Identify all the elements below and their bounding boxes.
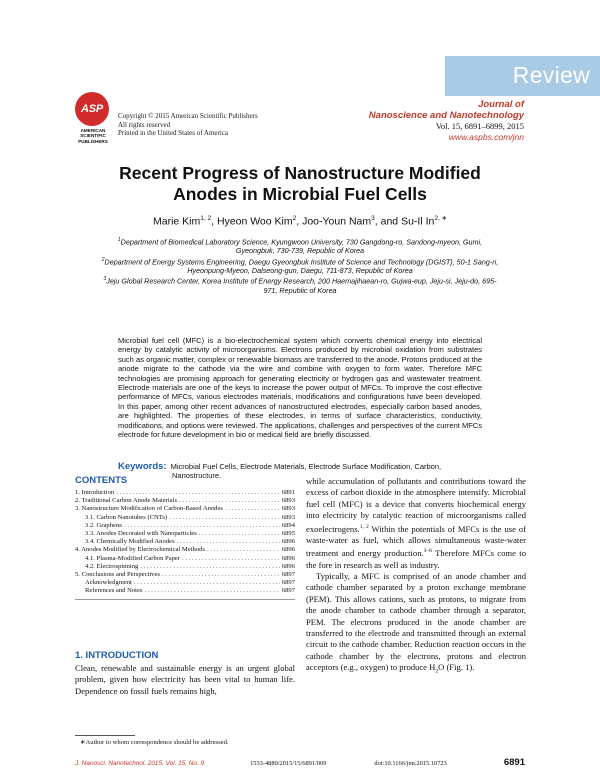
logo-line: SCIENTIFIC [80,133,106,139]
citation: 3–6 [423,548,432,555]
toc-leader-dots [207,546,280,554]
journal-volume: Vol. 15, 6891–6899, 2015 [435,121,524,131]
toc-entry-page: 6896 [281,562,295,570]
toc-entry-page: 6896 [281,546,295,554]
author-list [0,214,600,228]
toc-entry-label: 3.1. Carbon Nanotubes (CNTs) [85,513,168,521]
footnote-divider [75,735,135,736]
toc-entry-label: Acknowledgment [85,579,132,587]
publisher-logo-text: ASP [80,103,104,115]
toc-entry-page: 6891 [281,489,295,496]
author-affil-mark: 1, 2 [200,215,212,222]
author-affil-mark: 2 [292,215,297,222]
footnote: ∗Author to whom correspondence should be addressed. [80,739,229,746]
toc-leader-dots [116,489,280,497]
affiliation-mark: 2 [101,256,105,263]
paragraph-text: Typically, a MFC is comprised of an anode chamber and cathode chamber separated by a proton exchange membrane (PEM). This allows cations, such as protons, to migrate from the anode chamber to cathode chamber through a separator, PEM. The electrons produced in the anode chamber are transferred to the electrode and transmitted through an external circuit to the cathode chamber. Reduction reaction occurs in the cathode chamber by the electrons, protons and electron acceptors (e.g., oxygen) to produce H [306,570,526,673]
author-name: Su-Il In [401,215,435,228]
toc-leader-dots [199,530,280,538]
table-of-contents [75,475,295,600]
toc-entry-page: 6896 [281,538,295,546]
toc-entry[interactable] [75,555,295,563]
toc-entry[interactable] [75,563,295,571]
introduction-right-column [306,476,526,678]
publisher-logo-caption [74,128,112,144]
toc-entry[interactable] [75,587,295,595]
title-line: Anodes in Microbial Fuel Cells [173,184,427,204]
page-number: 6891 [503,757,525,768]
logo-line: AMERICAN [80,128,106,133]
toc-entry[interactable] [75,538,295,546]
footer-doi: doi:10.1166/jnn.2015.10723 [374,760,447,767]
toc-entry-page: 6893 [281,505,295,513]
paragraph-text: Within the potentials of MFCs is the use of waste-water as fuel, which allows simultaneous waste-water treatment and energy production. [306,523,526,559]
author-name: Marie Kim [152,215,201,228]
paragraph [306,476,526,571]
author-separator: , [296,215,303,228]
toc-entry[interactable] [75,489,295,497]
affiliation-text: Department of Biomedical Laboratory Science, Kyungwoon University, 730 Gangdong-ro, Sandong-myeon, Gumi, Gyeongbuk, 730-739, Republic of Korea [120,237,483,256]
affiliation-text: Jeju Global Research Center, Korea Institute of Energy Research, 200 Haemajihaean-ro, Gujwa-eup, Jeju-si, Jeju-do, 695-971, Republic of Korea [106,276,497,295]
toc-leader-dots [179,497,280,505]
toc-entry[interactable] [75,546,295,554]
toc-entry-label: 1. Introduction [75,489,115,496]
toc-entry-label: 5. Conclusions and Perspectives [75,571,160,579]
introduction-heading: 1. INTRODUCTION [75,650,159,661]
author-affil-mark: 2, ∗ [434,215,448,222]
keywords-line: Microbial Fuel Cells, Electrode Materials, Electrode Surface Modification, Carbon, [170,462,442,471]
toc-entry-label: 4. Anodes Modified by Electrochemical Methods [75,546,206,554]
affiliation-mark: 1 [117,237,121,243]
toc-entry-page: 6893 [281,513,295,521]
journal-of: Journal of [478,99,524,110]
review-label: Review [512,62,590,88]
introduction-left-text: Clean, renewable and sustainable energy is an urgent global problem, given how electricity has been vital to human life. Dependence on fossil fuels remains high, [75,663,295,696]
paragraph [306,571,526,678]
rights-line: All rights reserved [118,120,171,129]
toc-entry-page: 6897 [281,587,295,595]
toc-entry-label: 3.4. Chemically Modified Anodes [85,538,175,546]
toc-leader-dots [225,505,280,513]
author-name: Hyeon Woo Kim [216,215,293,228]
toc-entry-page: 6894 [281,521,295,529]
toc-entry-label: 2. Traditional Carbon Anode Materials [75,497,178,505]
toc-entry[interactable] [75,497,295,505]
toc-entry-page: 6895 [281,530,295,538]
toc-entry-label: 3.3. Anodes Decorated with Nanoparticles [85,530,197,538]
paragraph-text: while accumulation of pollutants and contributions toward the excess of carbon dioxide in the atmosphere intensify. Microbial fuel cell (MFC) is a device that converts biochemical energy into electricity by catalytic reaction of microorganisms called exoelectrogens. [306,476,526,534]
toc-entry[interactable] [75,522,295,530]
toc-leader-dots [162,571,280,579]
copyright-line: Copyright © 2015 American Scientific Publishers [118,112,258,120]
keywords-label: Keywords: [118,461,167,472]
footer-issn: 1533-4880/2015/15/6891/009 [250,760,327,767]
paper-title [0,163,600,205]
affiliation-text: Department of Energy Systems Engineering, Daegu Gyeongbuk Institute of Science and Technology (DGIST), 50-1 Sang-ri, Hyeonpung-Myeon, Dalseong-gun, Daegu, 711-873, Republic of Korea [104,256,499,276]
toc-leader-dots [124,522,280,530]
journal-name: Nanoscience and Nanotechnology [368,110,524,121]
author-separator: , and [374,215,402,228]
affiliations [100,236,500,295]
author-name: Joo-Youn Nam [302,215,372,228]
toc-entry[interactable] [75,530,295,538]
toc-leader-dots [177,538,280,546]
affiliation [100,236,500,256]
publisher-logo [74,92,112,144]
contents-title: CONTENTS [75,475,128,486]
toc-entry[interactable] [75,571,295,579]
footer-journal: J. Nanosci. Nanotechnol. 2015, Vol. 15, No. 9 [75,760,205,767]
paragraph-text: Therefore MFCs come to the fore in research as well as industry. [306,548,526,570]
printed-line: Printed in the United States of America [118,129,229,138]
citation: 1, 2 [359,523,369,530]
paragraph-text: O (Fig. 1). [438,662,475,673]
toc-leader-dots [134,579,280,587]
publisher-logo-circle [75,92,109,126]
keywords-line: Nanostructure. [172,471,222,481]
affiliation [100,256,500,276]
subscript: 2 [435,668,439,675]
toc-entry[interactable] [75,579,295,587]
toc-entry[interactable] [75,514,295,522]
toc-entry-label: 3.2. Graphene [85,521,123,529]
journal-info [369,99,524,142]
author-separator: , [211,215,217,228]
toc-entry-page: 6896 [281,554,295,562]
toc-leader-dots [140,563,280,571]
title-line: Recent Progress of Nanostructure Modified [119,163,481,183]
toc-entry-page: 6897 [281,579,295,587]
logo-line: PUBLISHERS [78,138,108,144]
toc-entry-label: References and Notes [85,587,143,595]
toc-leader-dots [145,587,280,595]
toc-entry-label: 3. Nanostructure Modification of Carbon-Based Anodes [75,505,223,513]
review-banner [445,56,600,96]
toc-entry[interactable] [75,505,295,513]
toc-leader-dots [169,514,280,522]
toc-divider [75,599,295,600]
toc-entry-page: 6897 [281,571,295,579]
toc-leader-dots [182,555,280,563]
affiliation [100,275,500,295]
affiliation-mark: 3 [103,276,107,283]
author-affil-mark: 3 [371,215,375,222]
toc-entry-label: 4.1. Plasma-Modified Carbon Paper [85,554,181,562]
journal-url[interactable]: www.aspbs.com/jnn [448,131,524,142]
toc-entry-label: 4.2. Electrospinning [85,562,139,570]
toc-entry-page: 6893 [281,497,295,505]
abstract: Microbial fuel cell (MFC) is a bio-electrochemical system which converts chemical energy into electrical energy by catalytic activity of microorganisms. Electrons produced by microbial oxidation from substrates such as organic matter, complex or renewable biomass are transferred to the anode. Protons produced at the anode migrate to the cathode via the wire and combine with oxygen to form water. Therefore MFC technologies are promising approach for generating electricity or hydrogen gas and wastewater treatment. Electrode materials are one of the keys to increase the power output of MFCs. To improve the cost effective performance of MFCs, various electrodes materials, modifications and configurations have been developed. In this paper, among other recent advances of nanostructured electrodes, especially carbon based anodes, are highlighted. The properties of these electrodes, in terms of surface characteristics, conductivity, modifications, and options were reviewed. The applications, challenges and perspectives of the current MFCs electrode for future development in bio or medical field are briefly discussed. [118,336,482,440]
copyright-block [118,112,258,138]
toc-list [75,489,295,596]
page-footer [75,757,525,768]
